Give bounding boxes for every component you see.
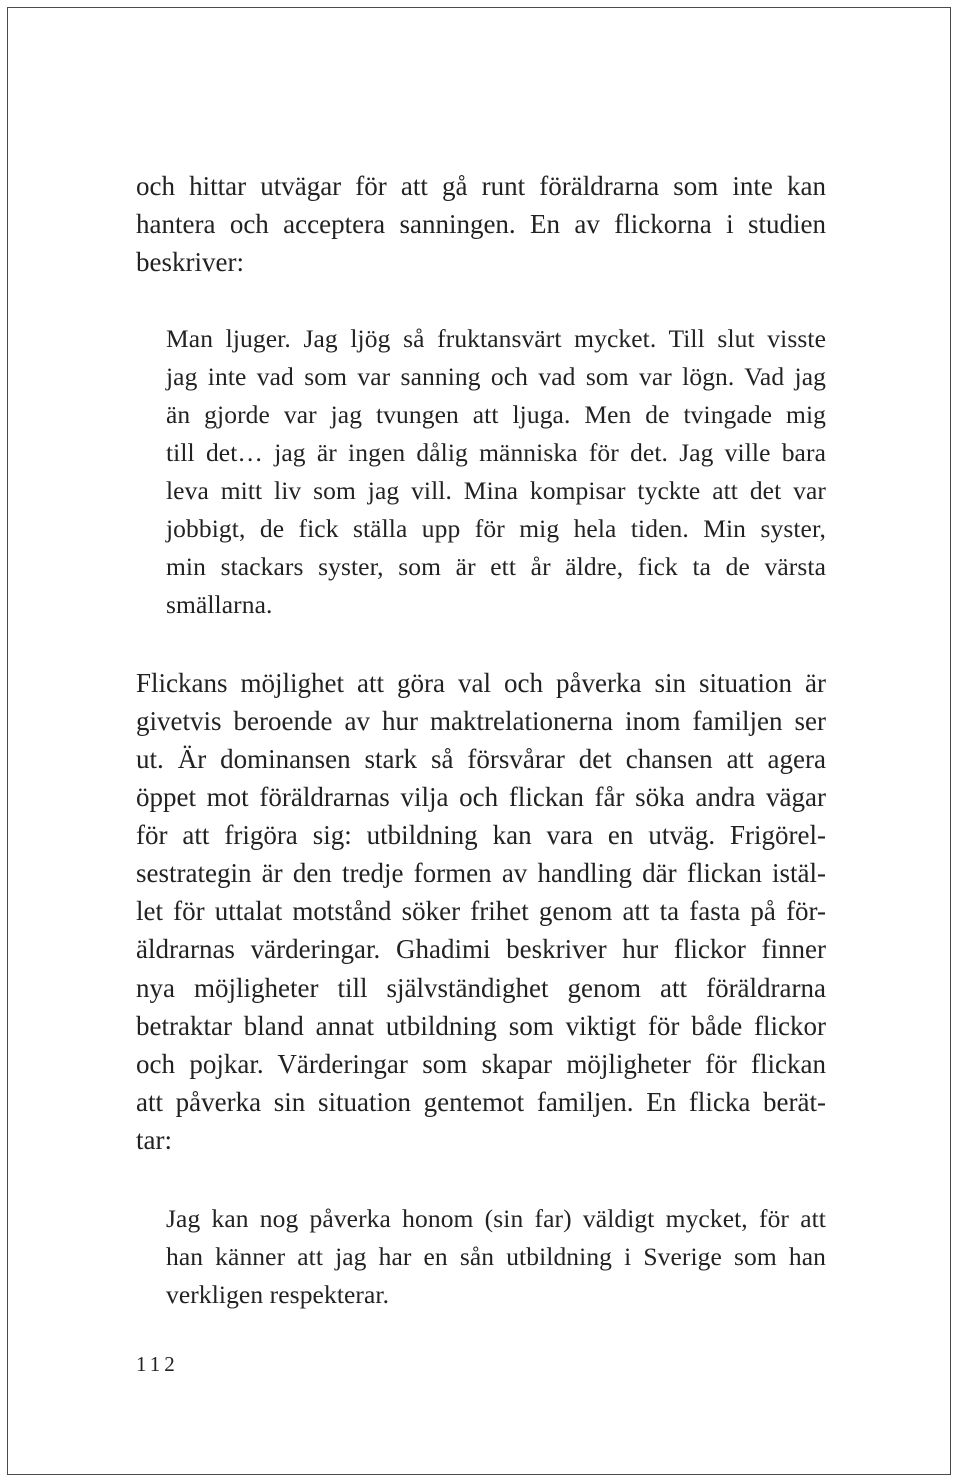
quote-line: jag inte vad som var sanning och vad som var lögn. Vad jag <box>166 362 826 391</box>
quote-line: till det… jag är ingen dålig människa för det. Jag ville bara <box>166 438 826 467</box>
text-line: beskriver: <box>136 247 244 277</box>
text-line: att påverka sin situation gentemot familjen. En flicka berät- <box>136 1087 826 1117</box>
quote-line: Man ljuger. Jag ljög så fruktansvärt mycket. Till slut visste <box>166 324 826 353</box>
text-line: Flickans möjlighet att göra val och påverka sin situation är <box>136 668 826 698</box>
text-line: för att frigöra sig: utbildning kan vara en utväg. Frigörel- <box>136 820 826 850</box>
text-line: äldrarnas värderingar. Ghadimi beskriver hur flickor finner <box>136 934 826 964</box>
text-line: betraktar bland annat utbildning som viktigt för både flickor <box>136 1011 826 1041</box>
quote-line: leva mitt liv som jag vill. Mina kompisar tyckte att det var <box>166 476 826 505</box>
text-line: givetvis beroende av hur maktrelationerna inom familjen ser <box>136 706 826 736</box>
quote-line: Jag kan nog påverka honom (sin far) väldigt mycket, för att <box>166 1204 826 1233</box>
quote-line: än gjorde var jag tvungen att ljuga. Men de tvingade mig <box>166 400 826 429</box>
quote-line: verkligen respekterar. <box>166 1280 390 1309</box>
text-line: hantera och acceptera sanningen. En av flickorna i studien <box>136 209 826 239</box>
text-line: let för uttalat motstånd söker frihet genom att ta fasta på för- <box>136 896 826 926</box>
page-number: 112 <box>136 1352 179 1376</box>
text-line: och hittar utvägar för att gå runt föräldrarna som inte kan <box>136 171 826 201</box>
quote-line: min stackars syster, som är ett år äldre, fick ta de värsta <box>166 552 826 581</box>
text-line: nya möjligheter till självständighet genom att föräldrarna <box>136 973 826 1003</box>
quote-line: jobbigt, de fick ställa upp för mig hela tiden. Min syster, <box>166 514 826 543</box>
quote-line: han känner att jag har en sån utbildning i Sverige som han <box>166 1242 826 1271</box>
text-line: tar: <box>136 1125 172 1155</box>
text-line: och pojkar. Värderingar som skapar möjligheter för flickan <box>136 1049 826 1079</box>
text-line: sestrategin är den tredje formen av handling där flickan istäl- <box>136 858 826 888</box>
text-line: öppet mot föräldrarnas vilja och flickan får söka andra vägar <box>136 782 826 812</box>
text-line: ut. Är dominansen stark så försvårar det chansen att agera <box>136 744 826 774</box>
quote-line: smällarna. <box>166 590 273 619</box>
